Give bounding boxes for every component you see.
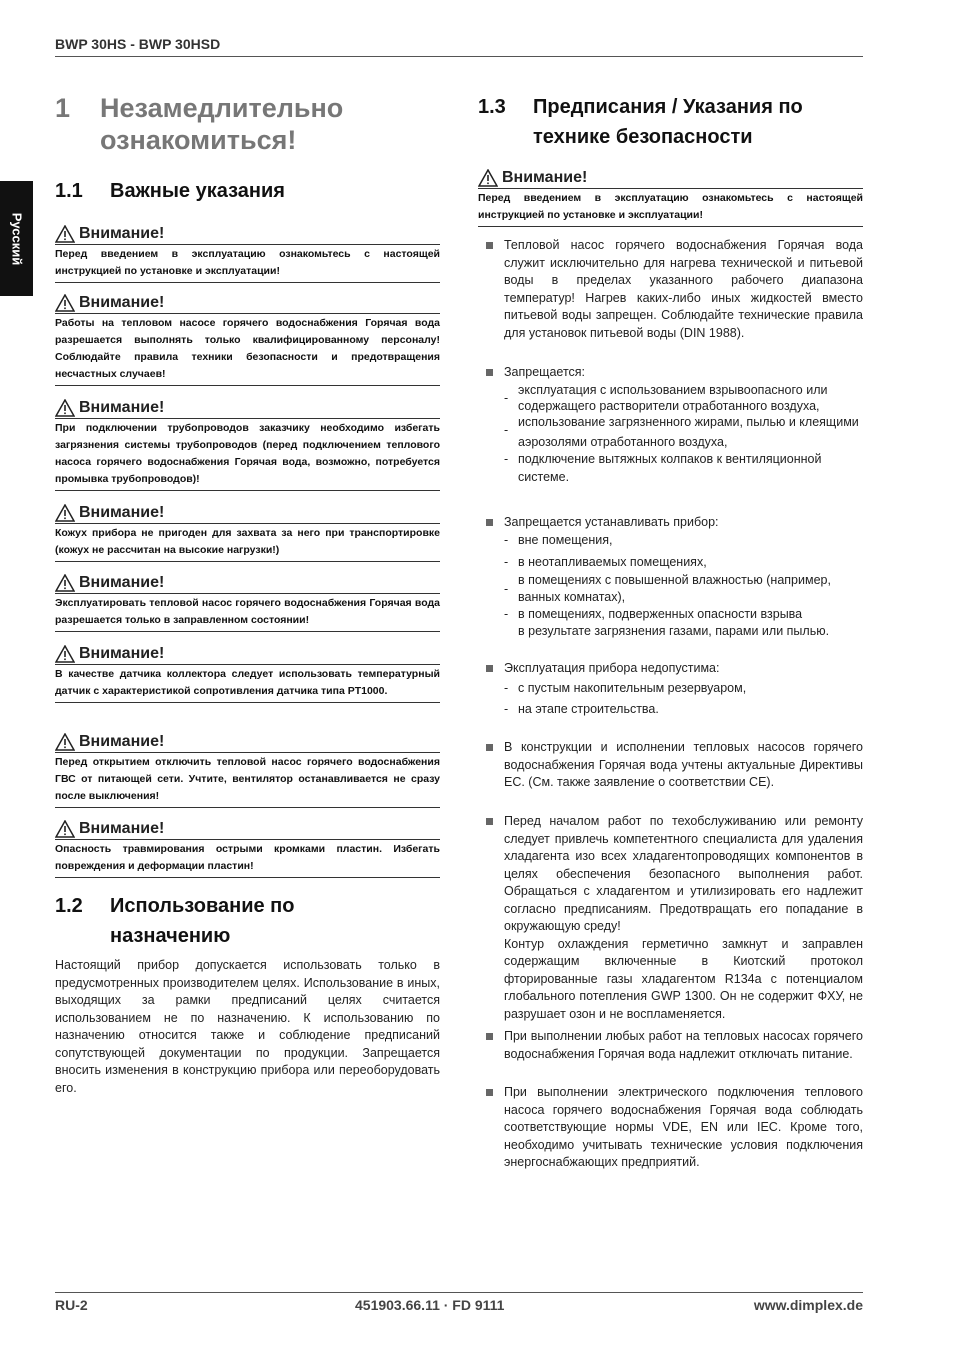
dash-item: - вне помещения,: [504, 532, 613, 547]
list-item-text: Перед началом работ по техобслуживанию или ремонту следует привлечь компетентного специалиста для удаления хладагента изо всех хладагентопроводящих компонентов в целях обеспечения безопасного выполнения работ. Обращаться с хладагентом и утилизировать его надлежит согласно предписаниям. Предотвращать его попадание в окружающую среду!: [504, 814, 863, 933]
dash-item: - подключение вытяжных колпаков к вентиляционной системе.: [504, 452, 822, 484]
list-item: [478, 660, 863, 719]
dash-item: - в помещениях, подверженных опасности взрыва: [504, 606, 803, 621]
warning-text: Перед введением в эксплуатацию ознакомьтесь с настоящей инструкцией по установке и эксплуатации!: [55, 248, 440, 277]
language-tab: [0, 181, 33, 296]
list-item: [478, 514, 863, 641]
warning-box: [478, 168, 863, 227]
footer-website-link[interactable]: www.dimplex.de: [753, 1297, 863, 1313]
warning-triangle-icon: [55, 294, 75, 312]
warning-label: Внимание!: [79, 820, 165, 837]
bullet-square-icon: [486, 744, 493, 751]
header-model: BWP 30HS - BWP 30HSD: [55, 36, 221, 52]
list-item: [478, 739, 863, 792]
bullet-square-icon: [486, 242, 493, 249]
list-item: [478, 364, 863, 486]
bullet-square-icon: [486, 818, 493, 825]
warning-label: Внимание!: [79, 504, 165, 521]
list-item-text: Запрещается:: [504, 365, 586, 379]
warning-text: Опасность травмирования острыми кромками пластин. Избегать повреждения и деформации пластин!: [55, 843, 440, 872]
list-item-text: Запрещается устанавливать прибор:: [504, 515, 719, 529]
warning-label: Внимание!: [79, 294, 165, 311]
warning-triangle-icon: [55, 733, 75, 751]
warning-text: Кожух прибора не пригоден для захвата за него при транспортировке (кожух не рассчитан на высокие нагрузки!): [55, 527, 440, 556]
dash-item-continuation: [504, 434, 863, 452]
warning-box: [55, 644, 440, 703]
dash-item: - в неотапливаемых помещениях,: [504, 555, 707, 569]
warning-title: [55, 398, 440, 419]
warning-title: [55, 644, 440, 665]
dash-item-text: использование загрязненного жирами, пылью и клеящими: [518, 414, 859, 429]
section-title-line1: Предписания / Указания по: [533, 96, 803, 118]
warning-text: При подключении трубопроводов заказчику необходимо избегать загрязнения системы трубопроводов (перед подключением теплового насоса горячего водоснабжения Горячая вода, возможно, потребуется промывка трубопроводов)!: [55, 422, 440, 485]
warning-box: [55, 398, 440, 491]
dash-item: - с пустым накопительным резервуаром,: [504, 680, 747, 695]
usage-paragraph: Настоящий прибор допускается использовать только в предусмотренных производителем целях. Использование в иных, выходящих за рамки предписаний целях считается использованием не по назначению. К использованию по назначению относится также и соблюдение предписаний сопутствующей документации по продукции. Запрещается вносить изменения в конструкцию прибора или переоборудовать его.: [55, 958, 440, 1095]
warning-label: Внимание!: [79, 225, 165, 242]
list-item-text: При выполнении любых работ на тепловых насосах горячего водоснабжения Горячая вода надлежит отключать питание.: [504, 1029, 863, 1061]
section-number: 1.1: [55, 180, 83, 202]
section-title-line1: Использование по: [110, 895, 295, 917]
list-item-text: Эксплуатация прибора недопустима:: [504, 661, 720, 675]
warning-title: [55, 293, 440, 314]
warning-triangle-icon: [55, 574, 75, 592]
list-item-text-continuation: Контур охлаждения герметично замкнут и заправлен содержащим включенные в Киотский протокол фторированные газы хладагентом R134a с потенциалом глобального потепления GWP 1300. Он не содержит ФХУ, не разрушает озон и не воспламеняется.: [504, 936, 863, 1021]
warning-triangle-icon: [55, 399, 75, 417]
dash-item: - эксплуатация с использованием взрывоопасного или содержащего растворители отработанного воздуха,: [504, 382, 828, 413]
warning-text: В качестве датчика коллектора следует использовать температурный датчик с характеристикой сопротивления датчика типа PT1000.: [55, 668, 440, 697]
warning-label: Внимание!: [79, 733, 165, 750]
warning-title: [55, 819, 440, 840]
warning-title: [478, 168, 863, 189]
bullet-square-icon: [486, 1089, 493, 1096]
warning-triangle-icon: [55, 225, 75, 243]
list-item: [478, 1028, 863, 1063]
warning-box: [55, 503, 440, 562]
bullet-square-icon: [486, 519, 493, 526]
warning-label: Внимание!: [79, 574, 165, 591]
dash-item-text: в помещениях, подверженных опасности взрыва: [518, 606, 803, 621]
warning-box: [55, 819, 440, 878]
warning-box: [55, 224, 440, 283]
list-item: [478, 1084, 863, 1172]
warning-text: Работы на тепловом насосе горячего водоснабжения Горячая вода разрешается выполнять только квалифицированному персоналу! Соблюдайте правила техники безопасности и предотвращения несчастных случаев!: [55, 317, 440, 380]
warning-triangle-icon: [55, 820, 75, 838]
dash-item-text: в результате загрязнения газами, парами или пылью.: [518, 624, 830, 638]
list-item-text: Тепловой насос горячего водоснабжения Горячая вода служит исключительно для нагрева технической и питьевой воды в пределах указанного рабочего диапазона температур! Нагрев каких-либо иных жидкостей вместо питьевой воды запрещен. Соблюдайте технические правила для установок питьевой воды (DIN 1988).: [504, 238, 863, 340]
bullet-square-icon: [486, 369, 493, 376]
section-title: Важные указания: [110, 180, 285, 202]
warning-title: [55, 503, 440, 524]
warning-box: [55, 293, 440, 386]
warning-triangle-icon: [55, 504, 75, 522]
dash-item: - в помещениях с повышенной влажностью (например, ванных комнатах),: [504, 572, 831, 604]
dash-item: - на этапе строительства.: [504, 702, 659, 716]
dash-item-text: эксплуатация с использованием взрывоопасного или содержащего растворители отработанного воздуха,: [518, 382, 828, 413]
list-item-text: При выполнении электрического подключения теплового насоса горячего водоснабжения Горячая вода соблюдать соответствующие нормы VDE, EN или IEC. Кроме того, необходимо учитывать технические условия подключения энергоснабжающих предприятий.: [504, 1085, 863, 1169]
chapter-number: 1: [55, 93, 71, 123]
warning-triangle-icon: [478, 169, 498, 187]
warning-label: Внимание!: [79, 399, 165, 416]
warning-text: Перед введением в эксплуатацию ознакомьтесь с настоящей инструкцией по установке и эксплуатации!: [478, 192, 863, 221]
dash-item-text: вне помещения,: [518, 532, 613, 547]
footer-rule: [55, 1292, 863, 1293]
warning-title: [55, 573, 440, 594]
list-item: [478, 813, 863, 1023]
footer-page-number: RU-2: [55, 1297, 88, 1313]
chapter-title: Незамедлительно ознакомиться!: [100, 93, 344, 155]
dash-item-text: на этапе строительства.: [518, 702, 659, 716]
section-title-line2: назначению: [110, 925, 231, 947]
footer-doc-number: 451903.66.11 · FD 9111: [355, 1297, 505, 1313]
dash-item-text: в помещениях с повышенной влажностью (например, ванных комнатах),: [518, 572, 831, 604]
warning-title: [55, 224, 440, 245]
warning-label: Внимание!: [79, 645, 165, 662]
dash-item-text: аэрозолями отработанного воздуха,: [518, 434, 728, 449]
dash-item-text: с пустым накопительным резервуаром,: [518, 680, 747, 695]
dash-item-text: подключение вытяжных колпаков к вентиляционной системе.: [518, 452, 822, 484]
warning-label: Внимание!: [502, 169, 588, 186]
list-item: [478, 237, 863, 342]
warning-text: Перед открытием отключить тепловой насос горячего водоснабжения ГВС от питающей сети. Учтите, вентилятор останавливается не сразу после выключения!: [55, 756, 440, 802]
warning-title: [55, 732, 440, 753]
bullet-square-icon: [486, 1033, 493, 1040]
list-item-text: В конструкции и исполнении тепловых насосов горячего водоснабжения Горячая вода учтены актуальные Директивы ЕС. (См. также заявление о соответствии CE).: [504, 740, 863, 789]
language-tab-label: Русский: [9, 212, 24, 265]
section-number: 1.2: [55, 895, 83, 917]
bullet-square-icon: [486, 665, 493, 672]
dash-item-text: в неотапливаемых помещениях,: [518, 555, 707, 569]
header-rule: [55, 56, 863, 57]
dash-item-continuation: [504, 623, 863, 641]
warning-triangle-icon: [55, 645, 75, 663]
warning-box: [55, 573, 440, 632]
section-number: 1.3: [478, 96, 506, 118]
section-title-line2: технике безопасности: [533, 126, 753, 148]
warning-text: Эксплуатировать тепловой насос горячего водоснабжения Горячая вода разрешается только в заправленном состоянии!: [55, 597, 440, 626]
dash-item: - использование загрязненного жирами, пылью и клеящими: [504, 414, 859, 437]
warning-box: [55, 732, 440, 808]
